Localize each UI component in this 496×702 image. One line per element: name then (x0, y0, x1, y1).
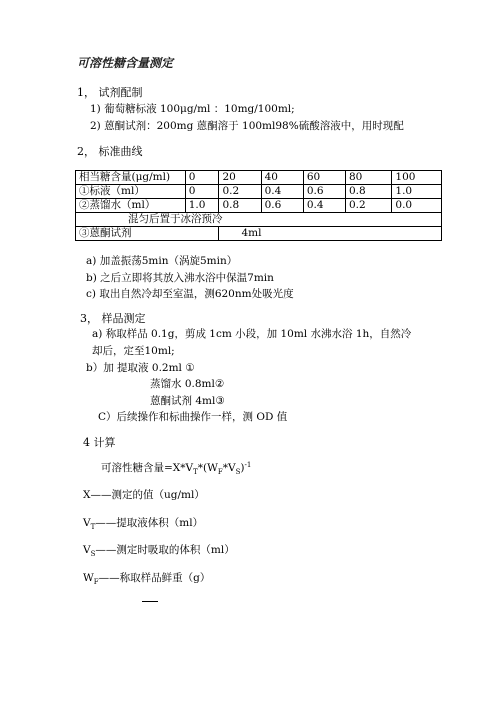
variable-subscript: S (90, 550, 96, 558)
variable-vs-definition (83, 542, 235, 557)
document-title: 可溶性糖含量测定 (77, 56, 174, 70)
variable-vt-definition (83, 515, 203, 530)
curve-step-b: b) 之后立即将其放入沸水浴中保温7min (86, 272, 274, 284)
table-cell: 80 (346, 171, 392, 185)
sample-step-b-line3: 蒽酮试剂 4ml③ (150, 395, 225, 407)
table-cell: 1.0 (392, 185, 442, 199)
table-row (76, 171, 442, 185)
table-cell: 0.4 (261, 185, 303, 199)
curve-step-a: a) 加盖振荡5min（涡旋5min） (86, 255, 238, 267)
curve-step-c: c) 取出自然冷却至室温，测620nm处吸光度 (86, 288, 294, 300)
section-3-heading: 3， 样品测定 (80, 312, 146, 325)
table-cell: ③蒽酮试剂 (76, 227, 219, 241)
variable-description: ——提取液体积（ml） (95, 517, 204, 529)
standard-curve-table (75, 170, 442, 241)
table-row (76, 199, 442, 213)
variable-description: ——称取样品鲜重（g） (98, 572, 211, 584)
table-cell: 20 (219, 171, 261, 185)
variable-wf-definition (83, 570, 210, 585)
reagent-item-2: 2) 蒽酮试剂：200mg 蒽酮溶于 100ml98%硫酸溶液中，用时现配 (90, 120, 404, 132)
formula-part: 可溶性糖含量=X*V (101, 462, 194, 474)
formula-superscript: -1 (244, 461, 252, 469)
table-cell: 100 (392, 171, 442, 185)
section-1-heading: 1， 试剂配制 (77, 86, 143, 99)
formula-subscript: F (217, 468, 223, 476)
table-cell: 0.6 (261, 199, 303, 213)
table-cell: 1.0 (185, 199, 219, 213)
table-row (76, 227, 442, 241)
variable-subscript: F (93, 578, 99, 586)
variable-x-definition: X——测定的值（ug/ml） (83, 489, 205, 501)
formula-subscript: T (193, 468, 198, 476)
table-cell: 0.8 (346, 185, 392, 199)
table-cell: 0 (185, 171, 219, 185)
variable-symbol: V (83, 517, 91, 529)
table-cell: 0.8 (219, 199, 261, 213)
variable-subscript: T (90, 523, 96, 531)
formula-subscript: S (235, 468, 241, 476)
formula (101, 460, 251, 475)
sample-step-b-line1: b）加 提取液 0.2ml ① (86, 362, 195, 374)
table-cell: 60 (303, 171, 345, 185)
table-cell: ②蒸馏水（ml） (76, 199, 186, 213)
table-cell: 0.0 (392, 199, 442, 213)
table-row (76, 213, 442, 227)
variable-symbol: V (83, 544, 91, 556)
sample-step-a-line1: a) 称取样品 0.1g，剪成 1cm 小段，加 10ml 水沸水浴 1h，自然冷 (92, 328, 412, 340)
variable-description: ——测定时吸取的体积（ml） (95, 544, 235, 556)
table-cell: 0 (185, 185, 219, 199)
table-cell: 0.6 (303, 185, 345, 199)
sample-step-c: C）后续操作和标曲操作一样，测 OD 值 (98, 411, 288, 423)
formula-part: ) (240, 462, 245, 474)
table-cell: 0.4 (303, 199, 345, 213)
table-row (76, 185, 442, 199)
divider (142, 601, 158, 602)
table-cell: 0.2 (219, 185, 261, 199)
table-cell: ①标液（ml） (76, 185, 186, 199)
variable-symbol: W (83, 572, 94, 584)
section-2-heading: 2， 标准曲线 (77, 145, 143, 158)
formula-part: *V (222, 462, 236, 474)
table-cell: 0.2 (346, 199, 392, 213)
table-cell: 相当糖含量(μg/ml) (76, 171, 186, 185)
section-4-heading: 4 计算 (83, 436, 116, 449)
reagent-item-1: 1) 葡萄糖标液 100μg/ml ：10mg/100ml; (90, 103, 295, 115)
table-cell: 40 (261, 171, 303, 185)
table-cell: 4ml (219, 227, 442, 241)
sample-step-a-line2: 却后，定至10ml; (92, 345, 175, 357)
table-cell-mix-note: 混匀后置于冰浴预冷 (76, 213, 442, 227)
formula-part: *(W (197, 462, 218, 474)
sample-step-b-line2: 蒸馏水 0.8ml② (150, 378, 225, 390)
